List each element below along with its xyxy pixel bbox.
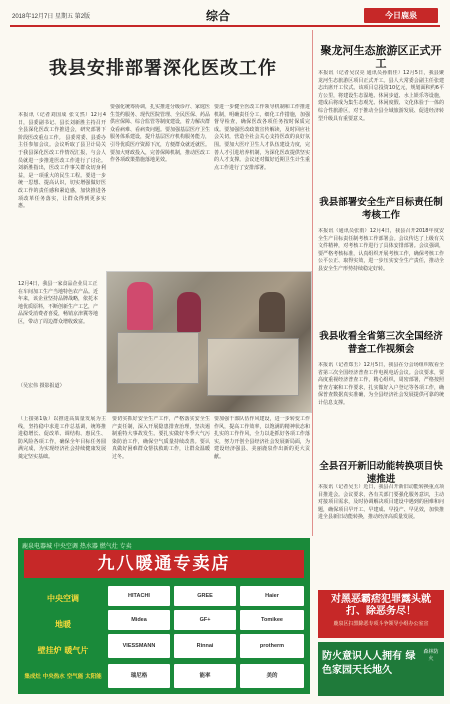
right-article-4-body: 本报讯（记者吴玉）近日，我县召开新旧动能转换重点项目推进会。会议要求，各有关部门要强化服务意识，主动对接项目需求，及时协调解决项目建设中遇到的困难和问题，确保项目早开工、早建成、早投产、早见效，加快推进全县新旧动能转换，推动经济高质量发展。 bbox=[318, 484, 444, 521]
brand-logo: Rinnai bbox=[174, 634, 236, 658]
anti-crime-slogan: 对黑恶霸痞犯罪露头就打、除恶务尽！ bbox=[331, 594, 431, 617]
right-article-1-title: 聚龙河生态旅游区正式开工 bbox=[320, 44, 442, 70]
page-header bbox=[6, 6, 444, 26]
photo-tray-left bbox=[117, 332, 199, 384]
main-article-byline: 本报讯（记者刘国成 张文然）12月4日，县委副书记、县长刘新胜主持召开全县深化医改工作推进会，研究部署下阶段医改重点工作。 bbox=[18, 112, 106, 141]
issue-date: 2018年12月7日 星期五 第2版 bbox=[12, 14, 91, 20]
brand-logo: 瑞尼格 bbox=[108, 664, 170, 688]
main-article-col1: 县委常委、县委办主任参加会议。会议听取了县卫计局关于我县深化医改工作情况汇报，与会人员就进一步推进医改工作进行了讨论。刘新胜指出，医改工作事关群众切身利益，是一项重大的民生工程。要进一步统一思想、提高认识，切实增强做好医改工作的责任感和紧迫感，加快推进各项改革任务落实，让群众得到更多实惠。 bbox=[18, 134, 106, 210]
photo-worker-1 bbox=[127, 282, 153, 330]
brand-logo: protherm bbox=[240, 634, 304, 658]
photo-worker-2 bbox=[177, 292, 201, 332]
right-article-2-title: 我县部署安全生产目标责任制考核工作 bbox=[319, 197, 443, 221]
continued-article-col1: （上接第1版）以推进高质量发展为主线，坚持稳中求进工作总基调，统筹推进稳增长、促改革、调结构、惠民生、防风险各项工作，确保全年目标任务圆满完成，为实现经济社会持续健康发展奠定坚实基础。 bbox=[18, 416, 106, 460]
photo-tray-right bbox=[207, 338, 299, 396]
photo-caption: 12月4日，我县一家食品企业员工正在车间加工生产当地特色农产品。近年来，该企业坚持品牌战略，依托本地优质原料，不断创新生产工艺，产品深受消费者喜爱，畅销京津冀等地区，带动了周边群众增收致富。 bbox=[18, 281, 99, 325]
news-photo bbox=[106, 271, 312, 413]
right-article-4-title: 全县召开新旧动能转换项目快速推进 bbox=[319, 461, 443, 485]
anti-crime-issuer: 鹿泉区扫黑除恶专项斗争领导小组办公室宣 bbox=[333, 621, 429, 627]
main-article-title: 我县安排部署深化医改工作 bbox=[49, 58, 277, 79]
forest-fire-badge: 森林防火 bbox=[423, 649, 439, 662]
fire-prevention-psa bbox=[318, 642, 444, 696]
brand-logo: Haier bbox=[240, 586, 304, 606]
continued-article-col2: 要切实抓好安全生产工作，严格落实安全生产责任制，深入开展隐患排查治理，坚决遏制重特大事故发生。要扎实做好冬季大气污染防治工作，确保空气质量持续改善。要认真做好困难群众帮扶救助工作，让群众温暖过冬。 bbox=[112, 416, 210, 460]
main-article-lead bbox=[18, 112, 106, 274]
brand-logo: GF+ bbox=[174, 610, 236, 630]
hvac-advertisement bbox=[18, 538, 310, 694]
photo-worker-3 bbox=[259, 292, 285, 332]
column-divider bbox=[312, 30, 313, 536]
right-article-3-body: 本报讯（记者郑玉）12月5日，我县在分会场组织收看全省第三次全国经济普查工作电视电话会议。会议要求，要高度重视经济普查工作，精心组织，周密部署，严格按照普查方案和工作要求，扎实做好入户登记等各项工作，确保普查数据真实准确，为全县经济社会发展提供可靠的统计信息支撑。 bbox=[318, 362, 444, 406]
brand-logo: 能率 bbox=[174, 664, 236, 688]
anti-crime-psa bbox=[318, 590, 444, 638]
brand-logo: Tomikee bbox=[240, 610, 304, 630]
ad-category-list bbox=[22, 586, 104, 690]
header-rule bbox=[10, 25, 440, 27]
fire-prevention-slogan: 防火意识人人拥有 绿色家园天长地久 bbox=[322, 651, 416, 676]
main-article-col2: 要强化统筹协调，扎实推进分级诊疗、家庭医生签约服务、现代医院管理、全民医保、药品供应保障、综合监管等制度建设，着力解决群众看病难、看病贵问题。要加强基层医疗卫生服务体系建设，提升基层医疗机构服务能力，引导优质医疗资源下沉，方便群众就近就医。要加大财政投入，完善保障机制，推动医改工作各项政策措施落地见效。 bbox=[110, 104, 210, 164]
right-article-3-title: 我县收看全省第三次全国经济普查工作视频会 bbox=[319, 331, 443, 355]
ad-top-line: 鹿泉电器城 中央空调 热水器 燃气灶 专卖 bbox=[22, 543, 132, 550]
ad-category: 集成灶 中央热水 空气能 太阳能 bbox=[24, 674, 102, 680]
ad-category: 地暖 bbox=[55, 620, 71, 629]
ad-category: 中央空调 bbox=[47, 594, 79, 603]
ad-brand-grid bbox=[108, 586, 306, 690]
brand-logo: Midea bbox=[108, 610, 170, 630]
right-article-2-body: 本报讯（通讯员张雨）12月4日，我县召开2018年度安全生产目标责任制考核工作部署会。会议传达了上级有关文件精神，对考核工作进行了具体安排部署。会议强调，要严格考核标准，认真组织开展考核工作，确保考核工作公平公正、取得实效，进一步压实安全生产责任，推动全县安全生产形势持续稳定好转。 bbox=[318, 228, 444, 272]
ad-category: 壁挂炉 暖气片 bbox=[37, 646, 89, 655]
brand-logo: 美的 bbox=[240, 664, 304, 688]
brand-logo: GREE bbox=[174, 586, 236, 606]
ad-banner: 九八暖通专卖店 bbox=[24, 550, 304, 578]
photo-credit: （吴宏伟 摄影报道） bbox=[18, 383, 65, 389]
section-title: 综合 bbox=[206, 9, 231, 23]
brand-logo: VIESSMANN bbox=[108, 634, 170, 658]
right-article-1-body: 本报讯（记者吴汉亮 通讯员孙雨佳）12月5日，我县聚龙河生态旅游区项目正式开工。县人大常委会副主任张建志出席开工仪式。该项目总投资10亿元，规划面积约6平方公里，将建设生态湿地、休闲步道、水上娱乐等设施，建成后将成为集生态观光、休闲度假、文化体验于一体的综合性旅游区，对于推动全县全域旅游发展、促进经济转型升级具有重要意义。 bbox=[318, 70, 444, 122]
continued-article-col3: 要加强干部队伍作风建设，进一步转变工作作风，提高工作效率，以饱满的精神状态和扎实的工作作风，全力以赴抓好各项工作落实，努力开创全县经济社会发展新局面，为建设经济强县、美丽鹿泉作出新的更大贡献。 bbox=[214, 416, 310, 460]
main-article-col3: 要进一步健全医改工作领导机制和工作推进机制，明确责任分工，细化工作措施，加强督导检查，确保医改各项任务按时保质完成。要加强医改政策宣传解读，及时回应社会关切，营造全社会关心支持医改的良好氛围。要加大医疗卫生人才队伍建设力度，完善人才引进培养机制，为深化医改提供坚实的人才支撑。会议还对做好近期卫生计生重点工作进行了安排部署。 bbox=[214, 104, 310, 171]
newspaper-logo: 今日鹿泉 bbox=[364, 8, 438, 23]
brand-logo: HITACHI bbox=[108, 586, 170, 606]
